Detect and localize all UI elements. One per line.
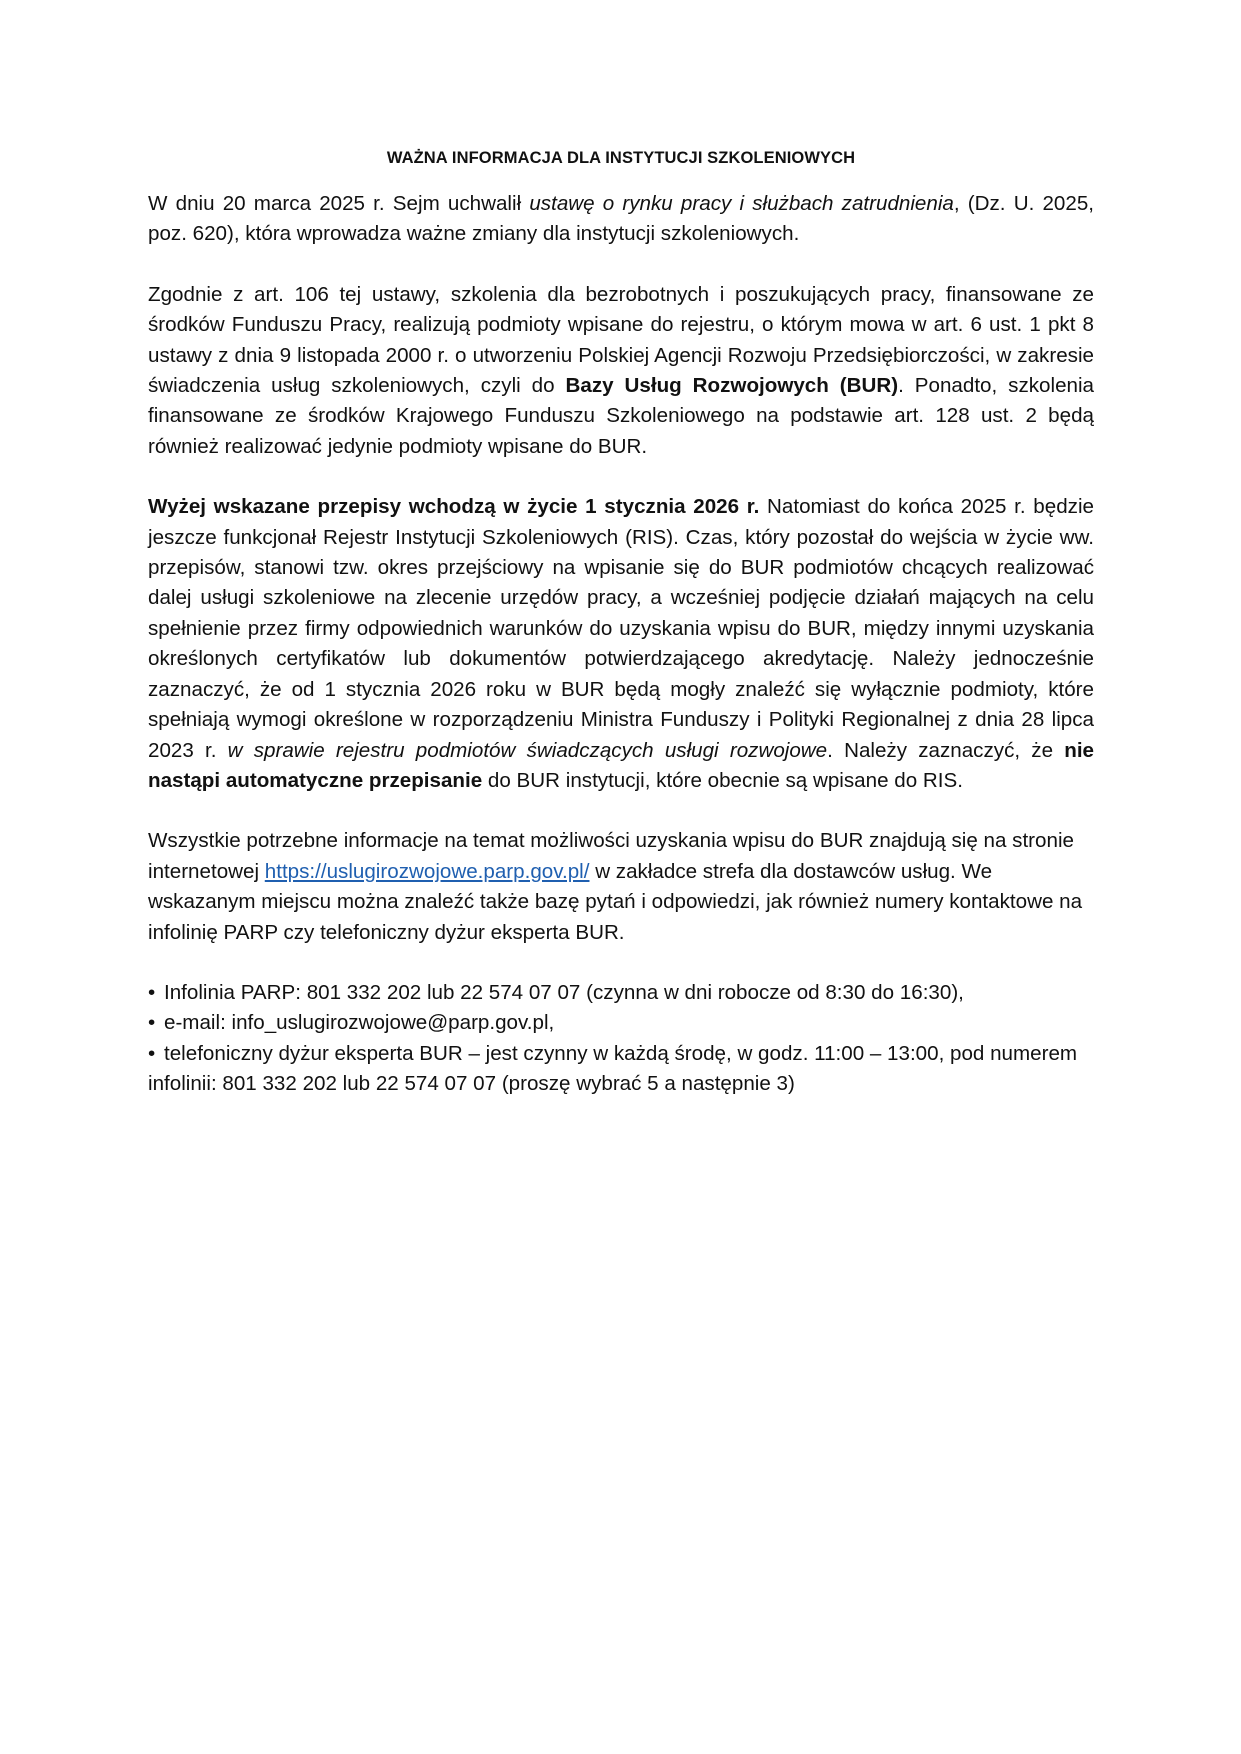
bullet-icon: • bbox=[148, 980, 156, 1004]
art106-text-1: Zgodnie z art. 106 tej ustawy, szkolenia dla bezrobotnych i poszukujących pracy, finansowane ze środków Funduszu Pracy, realizują podmioty wpisane do rejestru, o którym mowa w art. 6 ust. 1 pkt 8 ustawy z dnia 9 listopada 2000 r. o utworzeniu Polskiej Agencji Rozwoju Przedsiębiorczości, w zakresie świadczenia usług szkoleniowych, czyli do bbox=[148, 282, 1094, 398]
effective-text-3: do BUR instytucji, które obecnie są wpisane do RIS. bbox=[482, 768, 963, 792]
contact-list bbox=[148, 978, 1094, 1100]
contact-text: telefoniczny dyżur eksperta BUR – jest czynny w każdą środę, w godz. 11:00 – 13:00, pod numerem infolinii: 801 332 202 lub 22 574 07 07 (proszę wybrać 5 a następnie 3) bbox=[148, 1041, 1078, 1096]
intro-act-name: ustawę o rynku pracy i służbach zatrudnienia bbox=[529, 192, 954, 215]
art106-text-2: . Ponadto, szkolenia finansowane ze środków Krajowego Funduszu Szkoleniowego na podstawie art. 128 ust. 2 będą również realizować jedynie podmioty wpisane do BUR. bbox=[148, 374, 1094, 458]
effective-date-bold: Wyżej wskazane przepisy wchodzą w życie 1 stycznia 2026 r. bbox=[148, 495, 760, 519]
document-title: WAŻNA INFORMACJA DLA INSTYTUCJI SZKOLENIOWYCH bbox=[386, 149, 856, 167]
regulation-title: w sprawie rejestru podmiotów świadczących usługi rozwojowe bbox=[227, 738, 828, 762]
paragraph-info bbox=[148, 826, 1094, 948]
contact-item-infolinia bbox=[148, 978, 1094, 1008]
intro-text-1: W dniu 20 marca 2025 r. Sejm uchwalił bbox=[148, 192, 530, 215]
paragraph-effective-date bbox=[148, 492, 1094, 796]
bur-website-link[interactable]: https://uslugirozwojowe.parp.gov.pl/ bbox=[264, 859, 590, 883]
art106-bur-name: Bazy Usług Rozwojowych (BUR) bbox=[565, 374, 899, 398]
document-page bbox=[148, 147, 1094, 1100]
intro-text-2: , (Dz. U. 2025, poz. 620), która wprowadza ważne zmiany dla instytucji szkoleniowych. bbox=[148, 192, 1095, 246]
paragraph-intro bbox=[148, 189, 1094, 250]
no-automatic-transfer: nie nastąpi automatyczne przepisanie bbox=[148, 738, 1095, 792]
paragraph-art-106 bbox=[148, 280, 1094, 462]
contact-text: e-mail: info_uslugirozwojowe@parp.gov.pl, bbox=[164, 1011, 555, 1035]
contact-item-expert-duty bbox=[148, 1039, 1094, 1100]
bullet-icon: • bbox=[148, 1011, 156, 1035]
contact-item-email bbox=[148, 1008, 1094, 1038]
effective-text-2: . Należy zaznaczyć, że bbox=[827, 738, 1065, 762]
info-text-1: Wszystkie potrzebne informacje na temat możliwości uzyskania wpisu do BUR znajdują się na stronie internetowej bbox=[148, 829, 1074, 883]
effective-text-1: Natomiast do końca 2025 r. będzie jeszcze funkcjonał Rejestr Instytucji Szkoleniowych (RIS). Czas, który pozostał do wejścia w życie ww. przepisów, stanowi tzw. okres przejściowy na wpisanie się do BUR podmiotów chcących realizować dalej usługi szkoleniowe na zlecenie urzędów pracy, a wcześniej podjęcie działań mających na celu spełnienie przez firmy odpowiednich warunków do uzyskania wpisu do BUR, między innymi uzyskania określonych certyfikatów lub dokumentów potwierdzającego akredytację. Należy jednocześnie zaznaczyć, że od 1 stycznia 2026 roku w BUR będą mogły znaleźć się wyłącznie podmioty, które spełniają wymogi określone w rozporządzeniu Ministra Funduszy i Polityki Regionalnej z dnia 28 lipca 2023 r. bbox=[148, 495, 1094, 762]
bullet-icon: • bbox=[148, 1041, 156, 1065]
contact-text: Infolinia PARP: 801 332 202 lub 22 574 07 07 (czynna w dni robocze od 8:30 do 16:30), bbox=[164, 980, 964, 1004]
info-text-2: w zakładce strefa dla dostawców usług. We wskazanym miejscu można znaleźć także bazę pytań i odpowiedzi, jak również numery kontaktowe na infolinię PARP czy telefoniczny dyżur eksperta BUR. bbox=[148, 859, 1083, 944]
